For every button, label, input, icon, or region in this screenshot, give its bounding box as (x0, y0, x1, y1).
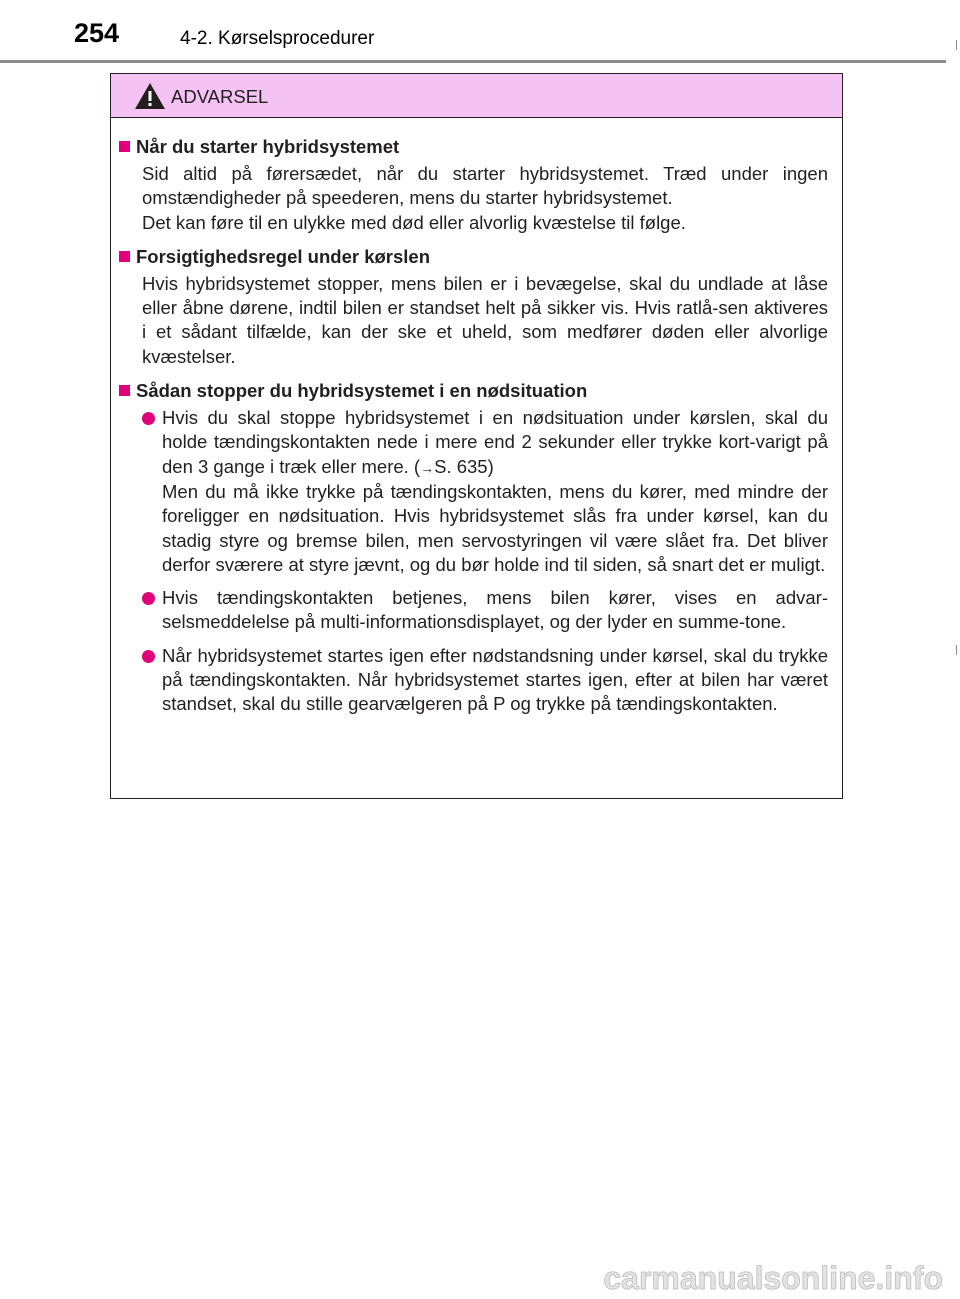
reference-arrow-icon: → (420, 459, 435, 476)
square-bullet-icon (119, 251, 130, 262)
warning-title: ADVARSEL (171, 86, 269, 107)
warning-triangle-icon (134, 82, 166, 110)
warning-section (119, 244, 828, 369)
section-heading-text: Når du starter hybridsystemet (136, 136, 400, 157)
warning-section (119, 134, 828, 235)
round-bullet-icon (142, 592, 155, 605)
list-item-text: Når hybridsystemet startes igen efter nødstandsning under kørsel, skal du trykke på tændingskontakten. Når hybridsystemet startes igen, efter at bilen har været standset, skal du stille gearvælgeren på P og trykke på tændingskontakten. (162, 644, 828, 715)
list-item-text: Hvis tændingskontakten betjenes, mens bilen kører, vises en advar-selsmeddelelse på multi-informationsdisplayet, og der lyder en summe-tone. (162, 587, 828, 633)
warning-box (110, 73, 843, 799)
warning-body (111, 118, 842, 717)
watermark-text: carmanualsonline.info (603, 1260, 943, 1296)
warning-section (119, 378, 828, 717)
list-item (142, 644, 828, 717)
section-heading-text: Forsigtighedsregel under kørslen (136, 245, 431, 267)
list-item-text-after: S. 635) Men du må ikke trykke på tændingskontakten, mens du kører, med mindre der foreligger en nødsituation. Hvis hybridsystemet slås fra under kørsel, kan du stadig styre og bremse bilen, men servostyringen vil være slået fra. Det bliver derfor sværere at styre jævnt, og du bør holde ind til siden, så snart det er muligt. (162, 455, 828, 575)
crop-mark (956, 40, 957, 50)
list-item (142, 586, 828, 635)
section-paragraph: Sid altid på førersædet, når du starter hybridsystemet. Træd under ingen omstændigheder på speederen, mens du starter hybridsystemet. Det kan føre til en ulykke med død eller alvorlig kvæstelse til følge. (142, 163, 828, 233)
header-rule (0, 60, 946, 63)
warning-header (111, 74, 842, 118)
section-heading (119, 244, 828, 269)
section-heading (119, 378, 828, 403)
round-bullet-icon (142, 412, 155, 425)
list-item-text (162, 406, 828, 577)
section-heading (119, 134, 828, 159)
list-item-text-before: Hvis du skal stoppe hybridsystemet i en nødsituation under kørslen, skal du holde tændingskontakten nede i mere end 2 sekunder eller trykke kort-varigt på den 3 gange i træk eller mere. ( (162, 407, 828, 477)
page-number: 254 (74, 18, 120, 48)
list-item (142, 406, 828, 577)
section-heading-text: Sådan stopper du hybridsystemet i en nødsituation (136, 380, 588, 402)
square-bullet-icon (119, 385, 130, 396)
square-bullet-icon (119, 141, 130, 152)
section-paragraph: Hvis hybridsystemet stopper, mens bilen er i bevægelse, skal du undlade at låse eller åbne dørene, indtil bilen er standset helt på sikker vis. Hvis ratlå-sen aktiveres i et sådant tilfælde, kan der ske et uheld, som medfører døden eller alvorlige kvæstelser. (142, 272, 828, 367)
crop-mark (956, 645, 957, 655)
section-title: 4-2. Kørselsprocedurer (180, 28, 375, 49)
round-bullet-icon (142, 650, 155, 663)
